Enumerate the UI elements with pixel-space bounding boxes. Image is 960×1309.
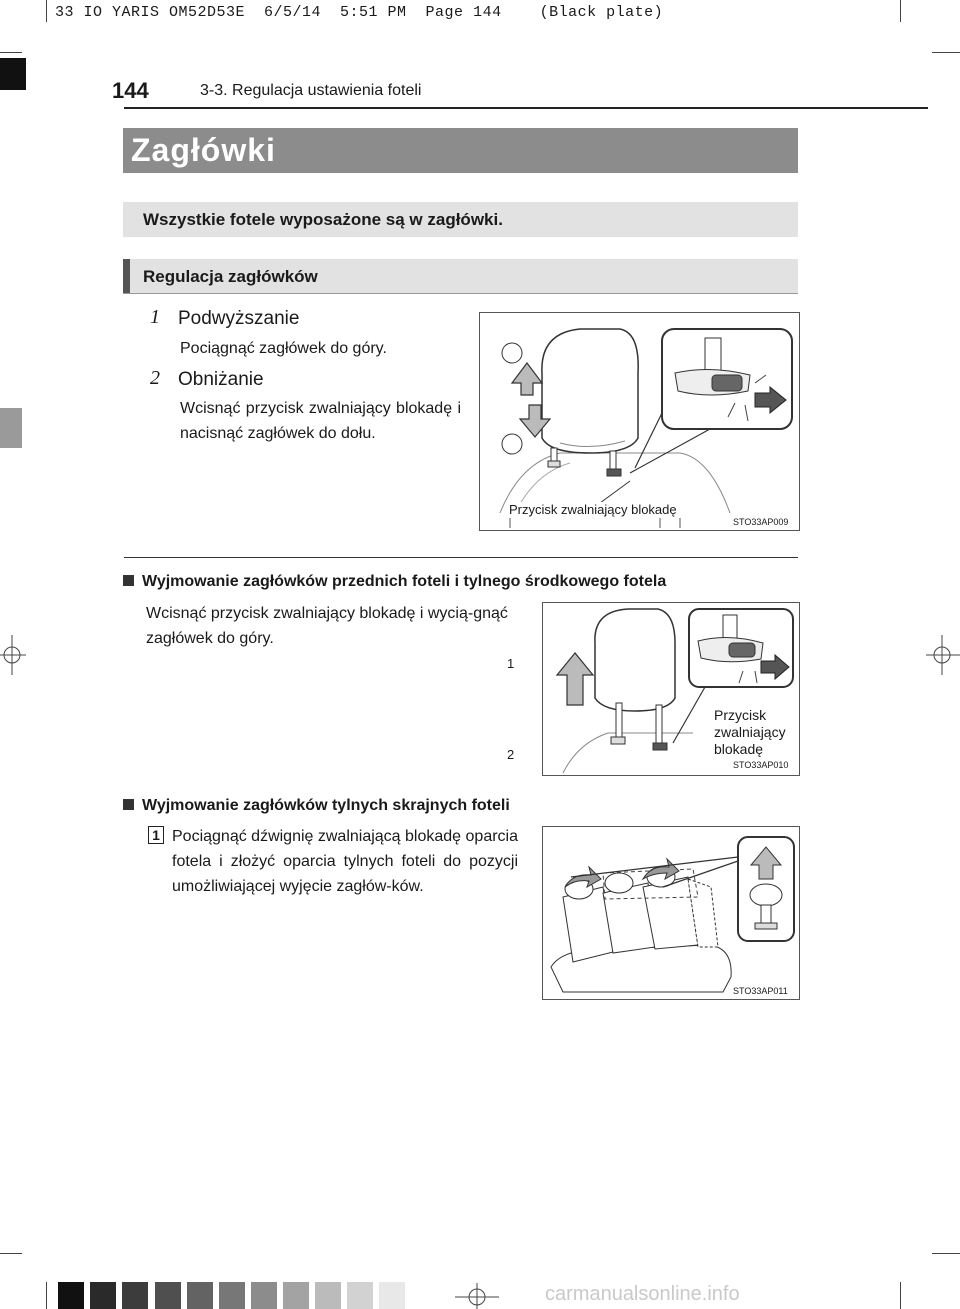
crop-mark [0, 52, 22, 53]
section-heading-text: Wyjmowanie zagłówków tylnych skrajnych foteli [142, 797, 510, 814]
headrest-adjust-illustration [480, 313, 799, 530]
subsection-marker [123, 259, 130, 293]
color-swatch [155, 1282, 181, 1309]
page-number: 144 [112, 78, 149, 103]
section-text: Pociągnąć dźwignię zwalniającą blokadę oparcia fotela i złożyć oparcia tylnych foteli do pozycji umożliwiającej wyjęcie zagłów-ków. [172, 828, 518, 895]
watermark: carmanualsonline.info [545, 1283, 740, 1305]
section-heading [123, 797, 510, 815]
breadcrumb: 3-3. Regulacja ustawienia foteli [200, 82, 422, 99]
crop-mark [900, 0, 901, 22]
subsection-title: Regulacja zagłówków [143, 267, 318, 286]
print-header: 33 IO YARIS OM52D53E 6/5/14 5:51 PM Page 144 (Black plate) [55, 4, 664, 21]
title-bar [123, 128, 798, 173]
registration-mark-icon [455, 1283, 499, 1309]
crop-mark [900, 1282, 901, 1309]
color-swatch [379, 1282, 405, 1309]
square-bullet-icon [123, 575, 134, 586]
figure-code: STO33AP009 [733, 517, 789, 527]
color-swatch [219, 1282, 245, 1309]
section-heading-text: Wyjmowanie zagłówków przednich foteli i tylnego środkowego fotela [142, 573, 667, 590]
color-swatch [122, 1282, 148, 1309]
square-bullet-icon [123, 799, 134, 810]
figure-headrest-adjust [479, 312, 800, 762]
figure-label: Przycisk [714, 707, 767, 723]
section-tab-marker [0, 58, 26, 90]
crop-mark [0, 1253, 22, 1254]
callout-number: 2 [507, 747, 515, 762]
step-number: 1 [150, 306, 160, 328]
color-swatch [90, 1282, 116, 1309]
section-rule [124, 557, 798, 558]
color-swatch [283, 1282, 309, 1309]
step-title: Obniżanie [178, 369, 264, 390]
step-number: 2 [150, 367, 160, 389]
crop-mark [46, 0, 47, 22]
registration-mark-icon [0, 635, 26, 675]
step-text: Wcisnąć przycisk zwalniający blokadę i nacisnąć zagłówek do dołu. [180, 400, 461, 442]
header-rule [124, 107, 928, 109]
crop-mark [932, 52, 960, 53]
color-swatch [187, 1282, 213, 1309]
section-text: Wcisnąć przycisk zwalniający blokadę i wycią-gnąć zagłówek do góry. [146, 605, 508, 647]
step-title: Podwyższanie [178, 308, 300, 329]
chapter-tab-marker [0, 408, 22, 448]
crop-mark [46, 1282, 47, 1309]
section-heading [123, 573, 666, 591]
color-swatch [315, 1282, 341, 1309]
page-title: Zagłówki [131, 132, 276, 168]
registration-mark-icon [926, 635, 960, 675]
color-swatch [251, 1282, 277, 1309]
color-swatch [58, 1282, 84, 1309]
figure-headrest-remove-front [542, 602, 800, 776]
color-swatch [347, 1282, 373, 1309]
figure-label: blokadę [714, 741, 764, 757]
info-box-text: Wszystkie fotele wyposażone są w zagłówki. [143, 210, 503, 229]
crop-mark [932, 1253, 960, 1254]
figure-code: STO33AP010 [733, 760, 789, 770]
rear-seat-illustration [543, 827, 799, 999]
figure-label: Przycisk zwalniający blokadę [509, 502, 677, 517]
figure-headrest-remove-rear [542, 826, 800, 1000]
subsection-header [123, 259, 798, 294]
figure-label: zwalniający [714, 724, 786, 740]
info-box [123, 202, 798, 237]
step-text: Pociągnąć zagłówek do góry. [180, 340, 387, 357]
callout-number: 1 [507, 656, 515, 671]
step-number-box: 1 [148, 826, 164, 844]
figure-code: STO33AP011 [733, 986, 788, 996]
